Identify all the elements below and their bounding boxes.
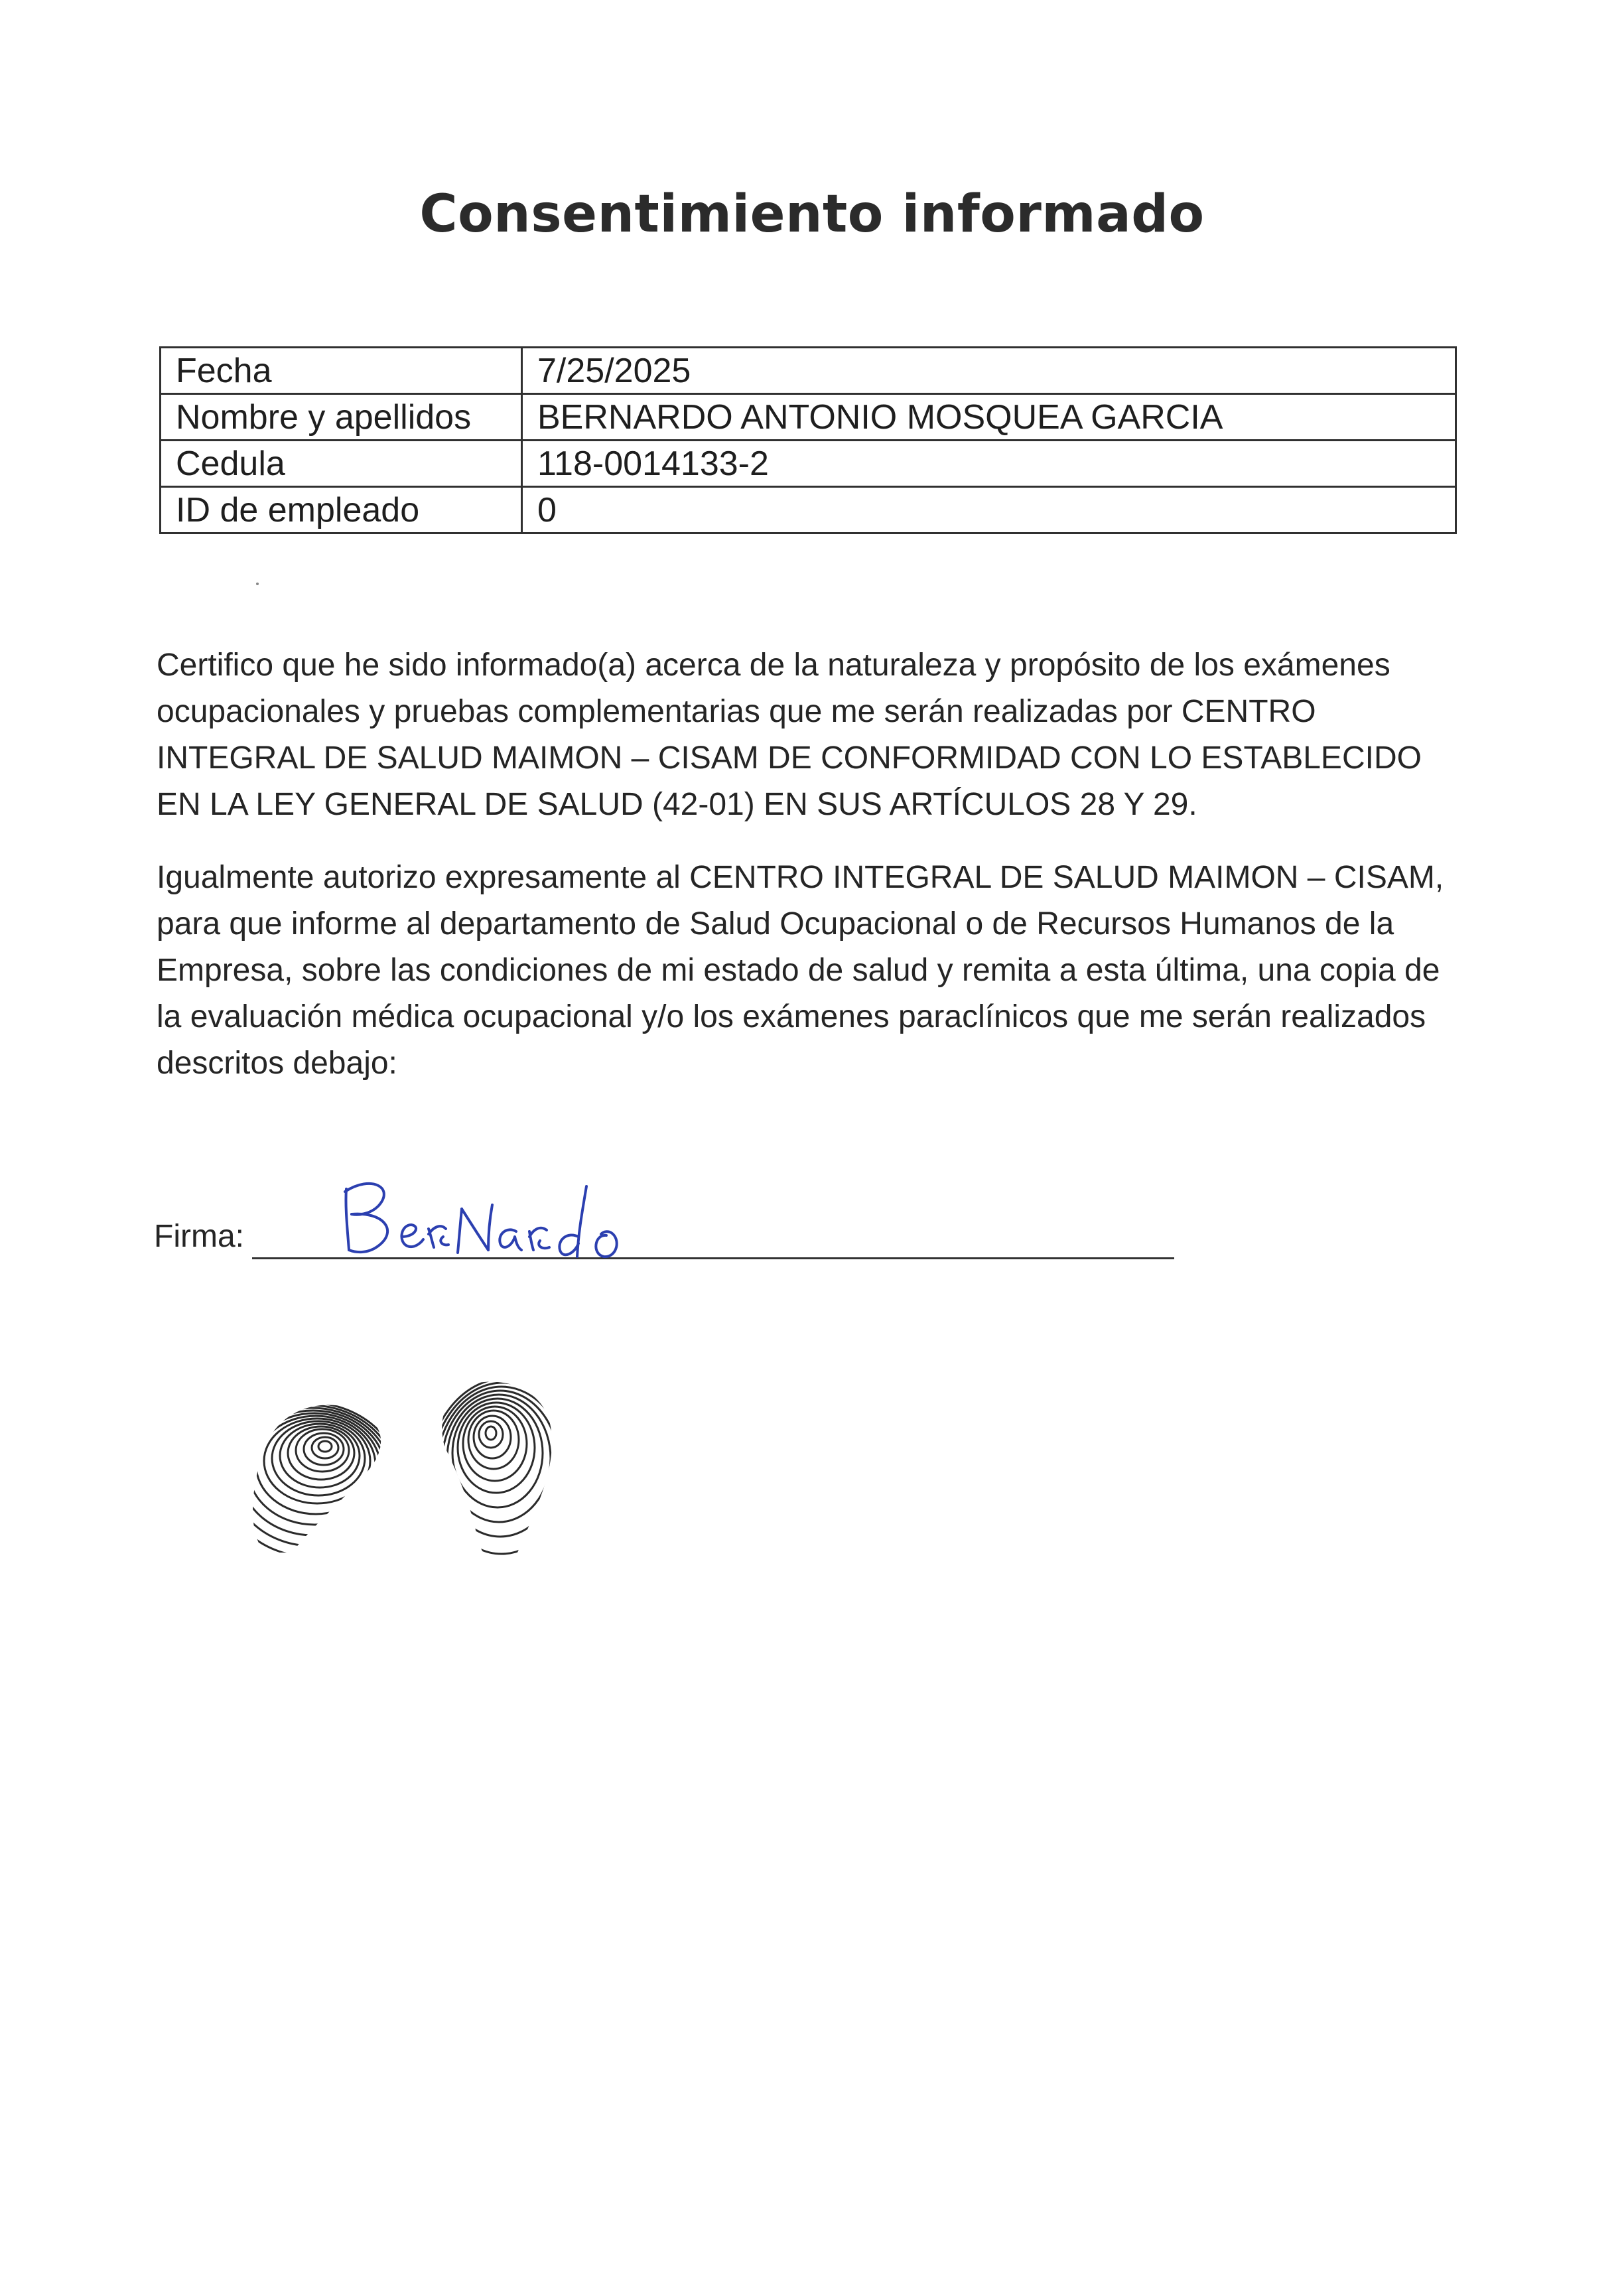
field-label: Cedula bbox=[161, 441, 522, 487]
left-fingerprint bbox=[239, 1387, 391, 1566]
signature-label: Firma: bbox=[154, 1219, 244, 1254]
authorization-paragraph: Igualmente autorizo expresamente al CENTRO INTEGRAL DE SALUD MAIMON – CISAM, para que informe al departamento de Salud Ocupacional o de Recursos Humanos de la Empresa, sobre las condiciones de mi estado de salud y remita a esta última, una copia de la evaluación médica ocupacional y/o los exámenes paraclínicos que me serán realizados descritos debajo: bbox=[157, 860, 1444, 1081]
table-row bbox=[161, 441, 1456, 487]
consent-paragraph: Certifico que he sido informado(a) acerca de la naturaleza y propósito de los exámenes ocupacionales y pruebas complementarias que me serán realizadas por CENTRO INTEGRAL DE SALUD MAIMON – CISAM DE CONFORMIDAD CON LO ESTABLECIDO EN LA LEY GENERAL DE SALUD (42-01) EN SUS ARTÍCULOS 28 Y 29. bbox=[157, 648, 1422, 822]
table-row bbox=[161, 487, 1456, 533]
handwritten-signature bbox=[332, 1168, 677, 1274]
field-value: 7/25/2025 bbox=[522, 348, 1456, 394]
field-value: 118-0014133-2 bbox=[522, 441, 1456, 487]
table-row bbox=[161, 394, 1456, 441]
right-fingerprint bbox=[431, 1373, 577, 1572]
scan-speck bbox=[256, 583, 259, 585]
field-label: ID de empleado bbox=[161, 487, 522, 533]
page-title: Consentimiento informado bbox=[419, 184, 1205, 244]
field-value: BERNARDO ANTONIO MOSQUEA GARCIA bbox=[522, 394, 1456, 441]
field-value: 0 bbox=[522, 487, 1456, 533]
info-table bbox=[159, 346, 1457, 534]
field-label: Fecha bbox=[161, 348, 522, 394]
field-label: Nombre y apellidos bbox=[161, 394, 522, 441]
table-row bbox=[161, 348, 1456, 394]
